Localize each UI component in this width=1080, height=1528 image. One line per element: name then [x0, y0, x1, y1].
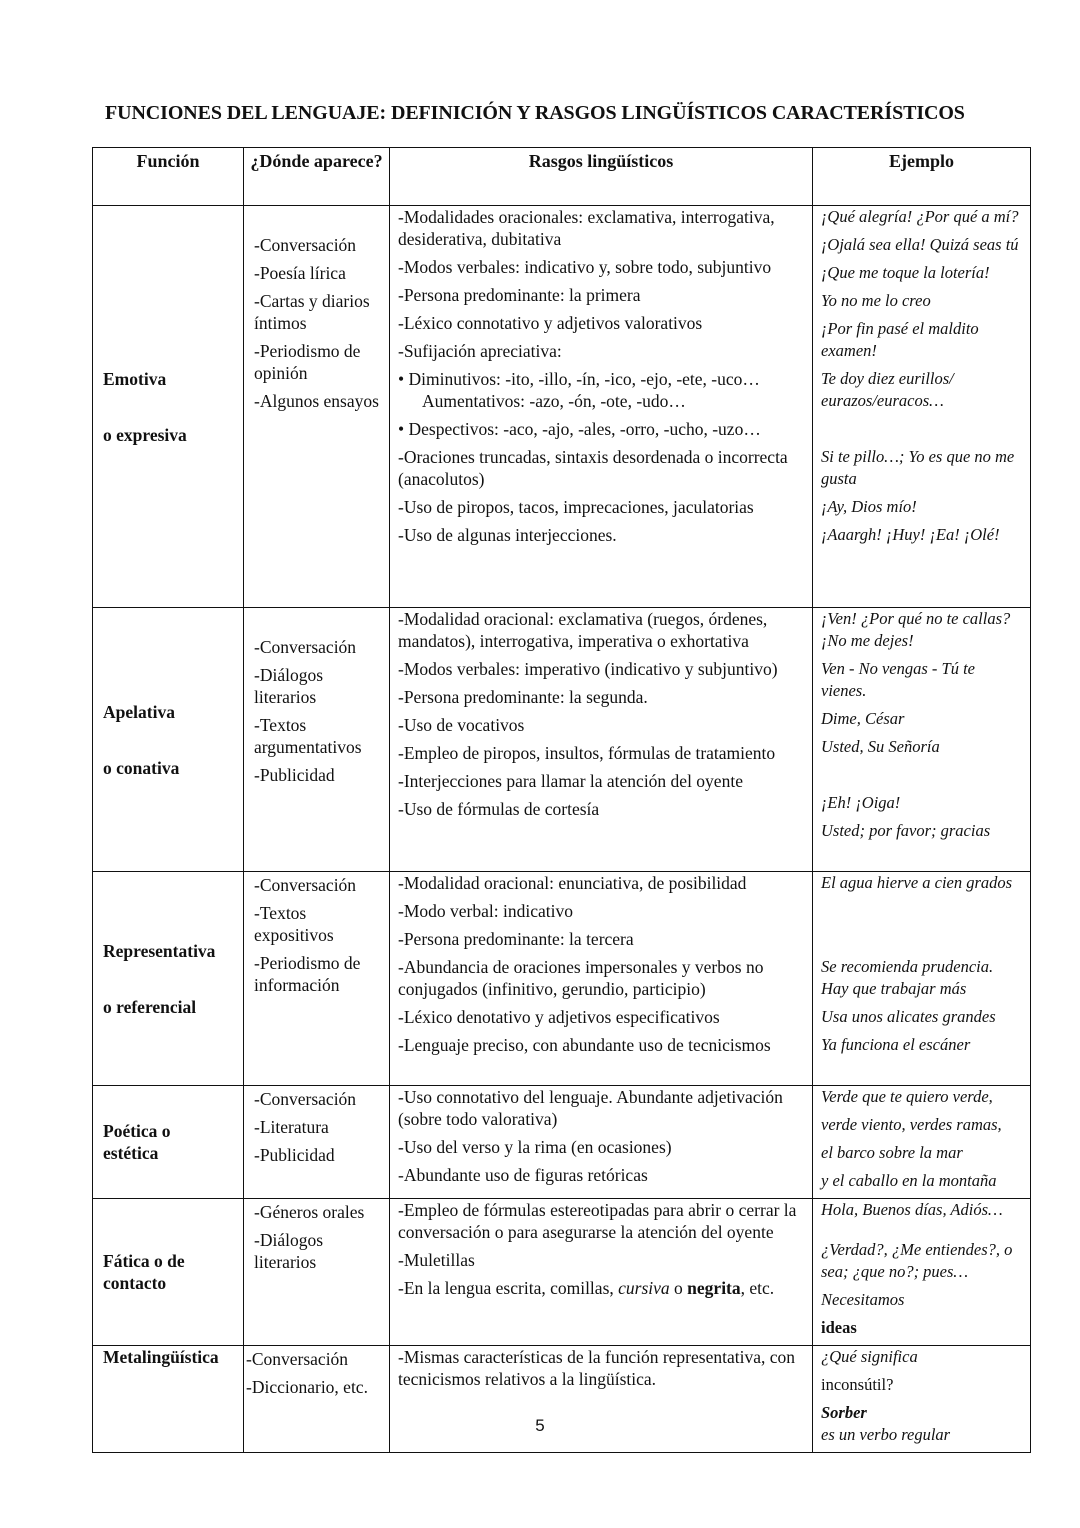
- header-rasgos: Rasgos lingüísticos: [390, 148, 813, 206]
- example-cell: ¿Qué significa inconsútil? Sorber es un verbo regular: [813, 1346, 1031, 1453]
- features-cell: -Modalidad oracional: exclamativa (ruegos, órdenes, mandatos), interrogativa, imperativa o exhortativa -Modos verbales: imperativo (indicativo y subjuntivo) -Persona predominante: la segunda. -Uso de vocativos -Empleo de piropos, insultos, fórmulas de tratamiento -Interjecciones para llamar la atención del oyente -Uso de fórmulas de cortesía: [390, 608, 813, 872]
- table-row: [93, 1346, 1031, 1453]
- list-item: • Diminutivos: -ito, -illo, -ín, -ico, -ejo, -ete, -uco… Aumentativos: -azo, -ón, -ote, -udo…: [398, 369, 760, 411]
- functions-table: [92, 147, 1031, 1453]
- header-funcion: Función: [93, 148, 244, 206]
- where-cell: -Géneros orales -Diálogos literarios: [244, 1199, 390, 1346]
- where-cell: -Conversación -Textos expositivos -Periodismo de información: [244, 872, 390, 1086]
- function-cell: Emotiva o expresiva: [93, 206, 244, 608]
- features-cell: -Modalidades oracionales: exclamativa, interrogativa, desiderativa, dubitativa -Modos verbales: indicativo y, sobre todo, subjuntivo -Persona predominante: la primera -Léxico connotativo y adjetivos valorativos -Sufijación apreciativa: • Diminutivos: -ito, -illo, -ín, -ico, -ejo, -ete, -uco… Aumentativos: -azo, -ón, -ote, -udo… • Despectivos: -aco, -ajo, -ales, -orro, -ucho, -uzo… -Oraciones truncadas, sintaxis desordenada o incorrecta (anacolutos) -Uso de piropos, tacos, imprecaciones, jaculatorias -Uso de algunas interjecciones.: [390, 206, 813, 608]
- where-cell: -Conversación -Diccionario, etc.: [244, 1346, 390, 1453]
- function-cell: Metalingüística: [93, 1346, 244, 1453]
- where-cell: -Conversación -Diálogos literarios -Textos argumentativos -Publicidad: [244, 608, 390, 872]
- page-number: 5: [535, 1416, 545, 1435]
- table-header-row: [93, 148, 1031, 206]
- table-row: [93, 1199, 1031, 1346]
- features-cell: -Empleo de fórmulas estereotipadas para abrir o cerrar la conversación o para asegurarse la atención del oyente -Muletillas -En la lengua escrita, comillas, cursiva o negrita, etc.: [390, 1199, 813, 1346]
- function-cell: Fática o de contacto: [93, 1199, 244, 1346]
- example-cell: ¡Qué alegría! ¿Por qué a mí? ¡Ojalá sea ella! Quizá seas tú ¡Que me toque la lotería! Yo no me lo creo ¡Por fin pasé el maldito examen! Te doy diez eurillos/ eurazos/euracos… Si te pillo…; Yo es que no me gusta ¡Ay, Dios mío! ¡Aaargh! ¡Huy! ¡Ea! ¡Olé!: [813, 206, 1031, 608]
- function-cell: Representativa o referencial: [93, 872, 244, 1086]
- table-row: [93, 608, 1031, 872]
- where-cell: -Conversación -Literatura -Publicidad: [244, 1086, 390, 1199]
- features-cell: -Mismas características de la función representativa, con tecnicismos relativos a la lingüística.: [390, 1346, 813, 1453]
- where-cell: -Conversación -Poesía lírica -Cartas y diarios íntimos -Periodismo de opinión -Algunos ensayos: [244, 206, 390, 608]
- table-row: [93, 1086, 1031, 1199]
- function-cell: Poética o estética: [93, 1086, 244, 1199]
- header-ejemplo: Ejemplo: [813, 148, 1031, 206]
- table-row: [93, 206, 1031, 608]
- function-cell: Apelativa o conativa: [93, 608, 244, 872]
- table-row: [93, 872, 1031, 1086]
- features-cell: -Uso connotativo del lenguaje. Abundante adjetivación (sobre todo valorativa) -Uso del verso y la rima (en ocasiones) -Abundante uso de figuras retóricas: [390, 1086, 813, 1199]
- features-cell: -Modalidad oracional: enunciativa, de posibilidad -Modo verbal: indicativo -Persona predominante: la tercera -Abundancia de oraciones impersonales y verbos no conjugados (infinitivo, gerundio, participio) -Léxico denotativo y adjetivos especificativos -Lenguaje preciso, con abundante uso de tecnicismos: [390, 872, 813, 1086]
- example-cell: ¡Ven! ¿Por qué no te callas? ¡No me dejes! Ven - No vengas - Tú te vienes. Dime, César Usted, Su Señoría ¡Eh! ¡Oiga! Usted; por favor; gracias: [813, 608, 1031, 872]
- document-title: FUNCIONES DEL LENGUAJE: DEFINICIÓN Y RASGOS LINGÜÍSTICOS CARACTERÍSTICOS: [105, 102, 965, 124]
- example-cell: El agua hierve a cien grados Se recomienda prudencia. Hay que trabajar más Usa unos alicates grandes Ya funciona el escáner: [813, 872, 1031, 1086]
- list-item: • Despectivos: -aco, -ajo, -ales, -orro, -ucho, -uzo…: [398, 419, 761, 439]
- example-cell: Hola, Buenos días, Adiós… ¿Verdad?, ¿Me entiendes?, o sea; ¿que no?; pues… Necesitamos ideas: [813, 1199, 1031, 1346]
- example-cell: Verde que te quiero verde, verde viento, verdes ramas, el barco sobre la mar y el caballo en la montaña: [813, 1086, 1031, 1199]
- header-donde: ¿Dónde aparece?: [244, 148, 390, 206]
